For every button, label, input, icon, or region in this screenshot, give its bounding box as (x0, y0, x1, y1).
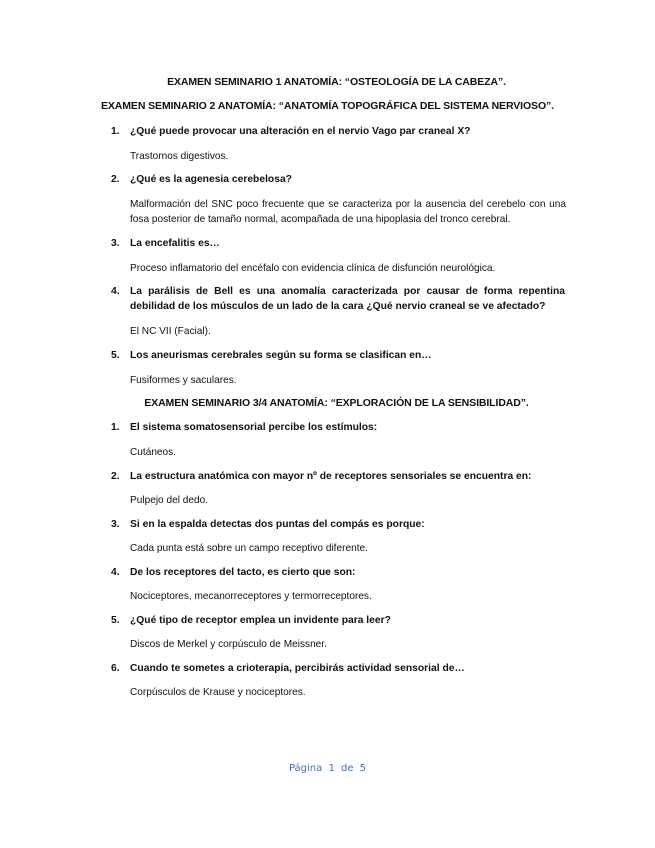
question-text: ¿Qué tipo de receptor emplea un invidente para leer? (130, 615, 391, 626)
question-text: De los receptores del tacto, es cierto que son: (130, 567, 356, 578)
seminar-1-heading: EXAMEN SEMINARIO 1 ANATOMÍA: “OSTEOLOGÍA DE LA CABEZA”. (167, 76, 506, 88)
question-text: La estructura anatómica con mayor nº de receptores sensoriales se encuentra en: (130, 471, 532, 482)
seminar-3-4-heading: EXAMEN SEMINARIO 3/4 ANATOMÍA: “EXPLORACIÓN DE LA SENSIBILIDAD”. (144, 397, 529, 409)
question (111, 236, 565, 251)
question-text: La parálisis de Bell es una anomalía caracterizada por causar de forma repentina debilidad de los músculos de un lado de la cara ¿Qué nervio craneal se ve afectado? (130, 286, 565, 312)
question-text: La encefalitis es… (130, 238, 220, 249)
answer: Pulpejo del dedo. (130, 495, 209, 506)
answer: Corpúsculos de Krause y nociceptores. (130, 687, 306, 698)
answer: Fusiformes y saculares. (130, 375, 237, 386)
answer: Discos de Merkel y corpúsculo de Meissner. (130, 639, 327, 650)
answer: El NC VII (Facial). (130, 326, 211, 337)
question (111, 661, 565, 676)
page-number-footer: Página 1 de 5 (288, 763, 367, 774)
question-number: 1. (111, 422, 120, 433)
question (111, 348, 565, 363)
question-number: 2. (111, 174, 120, 185)
question (111, 124, 565, 139)
question-number: 1. (111, 126, 120, 137)
question-text: Cuando te sometes a crioterapia, percibirás actividad sensorial de… (130, 663, 465, 674)
question-number: 2. (111, 471, 120, 482)
answer: Nociceptores, mecanorreceptores y termorreceptores. (130, 591, 372, 602)
answer: Cutáneos. (130, 447, 177, 458)
question-text: Los aneurismas cerebrales según su forma se clasifican en… (130, 350, 432, 361)
answer: Proceso inflamatorio del encéfalo con evidencia clínica de disfunción neurológica. (130, 263, 496, 274)
answer: Trastornos digestivos. (130, 151, 229, 162)
question-number: 5. (111, 350, 120, 361)
question-number: 3. (111, 238, 120, 249)
question (111, 565, 565, 580)
question (111, 469, 565, 484)
question-number: 5. (111, 615, 120, 626)
question (111, 172, 565, 187)
question-number: 3. (111, 519, 120, 530)
question (111, 284, 565, 314)
question-text: ¿Qué es la agenesia cerebelosa? (130, 174, 292, 185)
question (111, 613, 565, 628)
question-text: ¿Qué puede provocar una alteración en el nervio Vago par craneal X? (130, 126, 471, 137)
question (111, 420, 565, 435)
question (111, 517, 565, 532)
question-number: 4. (111, 567, 120, 578)
seminar-2-heading: EXAMEN SEMINARIO 2 ANATOMÍA: “ANATOMÍA TOPOGRÁFICA DEL SISTEMA NERVIOSO”. (101, 100, 554, 112)
question-number: 4. (111, 286, 120, 297)
question-number: 6. (111, 663, 120, 674)
question-text: El sistema somatosensorial percibe los estímulos: (130, 422, 378, 433)
answer: Cada punta está sobre un campo receptivo diferente. (130, 543, 368, 554)
question-text: Si en la espalda detectas dos puntas del compás es porque: (130, 519, 425, 530)
answer: Malformación del SNC poco frecuente que se caracteriza por la ausencia del cerebelo con una fosa posterior de tamaño normal, acompañada de una hipoplasia del tronco cerebral. (130, 199, 566, 225)
